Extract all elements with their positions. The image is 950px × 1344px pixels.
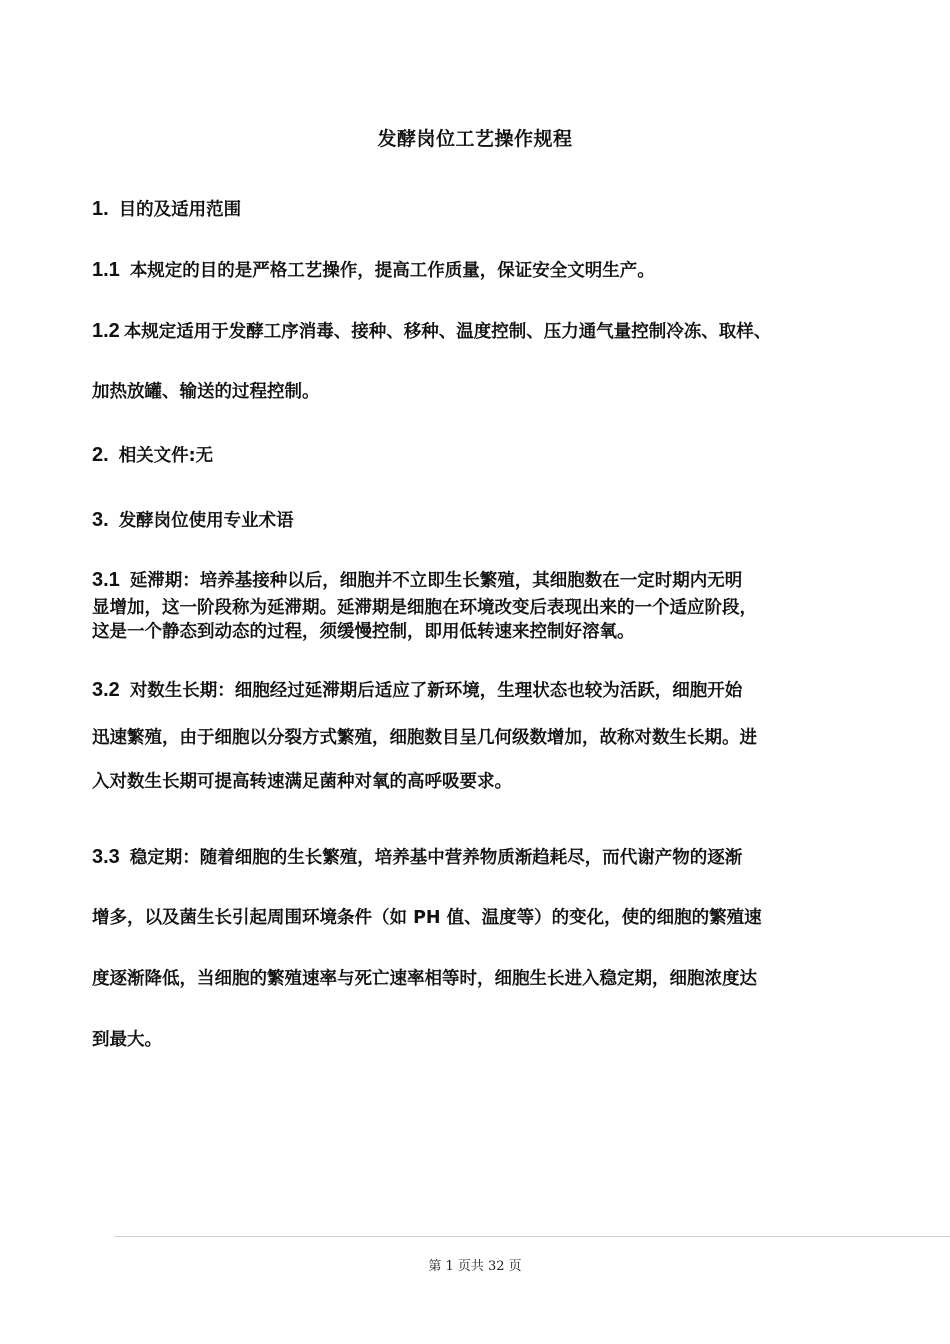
footer-divider — [114, 1236, 950, 1237]
section-3-heading — [92, 509, 882, 532]
section-number: 3. — [92, 509, 109, 531]
section-text: 相关文件:无 — [118, 446, 214, 466]
section-3-3-line-3: 度逐渐降低，当细胞的繁殖速率与死亡速率相等时，细胞生长进入稳定期，细胞浓度达 — [92, 969, 757, 989]
page-number: 第 1 页共 32 页 — [428, 1259, 522, 1274]
section-text: 延滞期：培养基接种以后，细胞并不立即生长繁殖，其细胞数在一定时期内无明 — [129, 571, 743, 591]
section-number: 1.2 — [92, 320, 120, 342]
section-1-1 — [92, 259, 882, 282]
section-number: 3.3 — [92, 846, 120, 868]
section-3-1-line-3: 这是一个静态到动态的过程，须缓慢控制，即用低转速来控制好溶氧。 — [92, 622, 635, 642]
section-number: 2. — [92, 444, 109, 466]
section-3-2-line-3: 入对数生长期可提高转速满足菌种对氧的高呼吸要求。 — [92, 772, 512, 792]
section-1-2-line-1 — [92, 320, 882, 343]
section-3-3-line-4: 到最大。 — [92, 1030, 162, 1050]
section-1-heading — [92, 198, 882, 221]
section-3-2-line-2: 迅速繁殖，由于细胞以分裂方式繁殖，细胞数目呈几何级数增加，故称对数生长期。进 — [92, 728, 757, 748]
section-text: 发酵岗位使用专业术语 — [118, 511, 294, 531]
section-3-2-line-1 — [92, 679, 882, 702]
section-2-heading — [92, 444, 882, 467]
section-text: 稳定期：随着细胞的生长繁殖，培养基中营养物质渐趋耗尽，而代谢产物的逐渐 — [129, 848, 743, 868]
section-3-1-line-1 — [92, 569, 882, 592]
section-text: 目的及适用范围 — [118, 200, 242, 220]
section-1-2-line-2: 加热放罐、输送的过程控制。 — [92, 382, 320, 402]
section-text: 本规定的目的是严格工艺操作，提高工作质量，保证安全文明生产。 — [129, 261, 655, 281]
section-text: 对数生长期：细胞经过延滞期后适应了新环境，生理状态也较为活跃，细胞开始 — [129, 681, 743, 701]
section-number: 1. — [92, 198, 109, 220]
document-title: 发酵岗位工艺操作规程 — [377, 128, 573, 150]
section-number: 3.2 — [92, 679, 120, 701]
section-3-1-line-2: 显增加，这一阶段称为延滞期。延滞期是细胞在环境改变后表现出来的一个适应阶段， — [92, 598, 757, 618]
section-text: 本规定适用于发酵工序消毒、接种、移种、温度控制、压力通气量控制冷冻、取样、 — [123, 322, 772, 342]
section-3-3-line-1 — [92, 846, 882, 869]
section-number: 1.1 — [92, 259, 120, 281]
section-3-3-line-2: 增多，以及菌生长引起周围环境条件（如 PH 值、温度等）的变化，使的细胞的繁殖速 — [92, 908, 762, 928]
section-number: 3.1 — [92, 569, 120, 591]
